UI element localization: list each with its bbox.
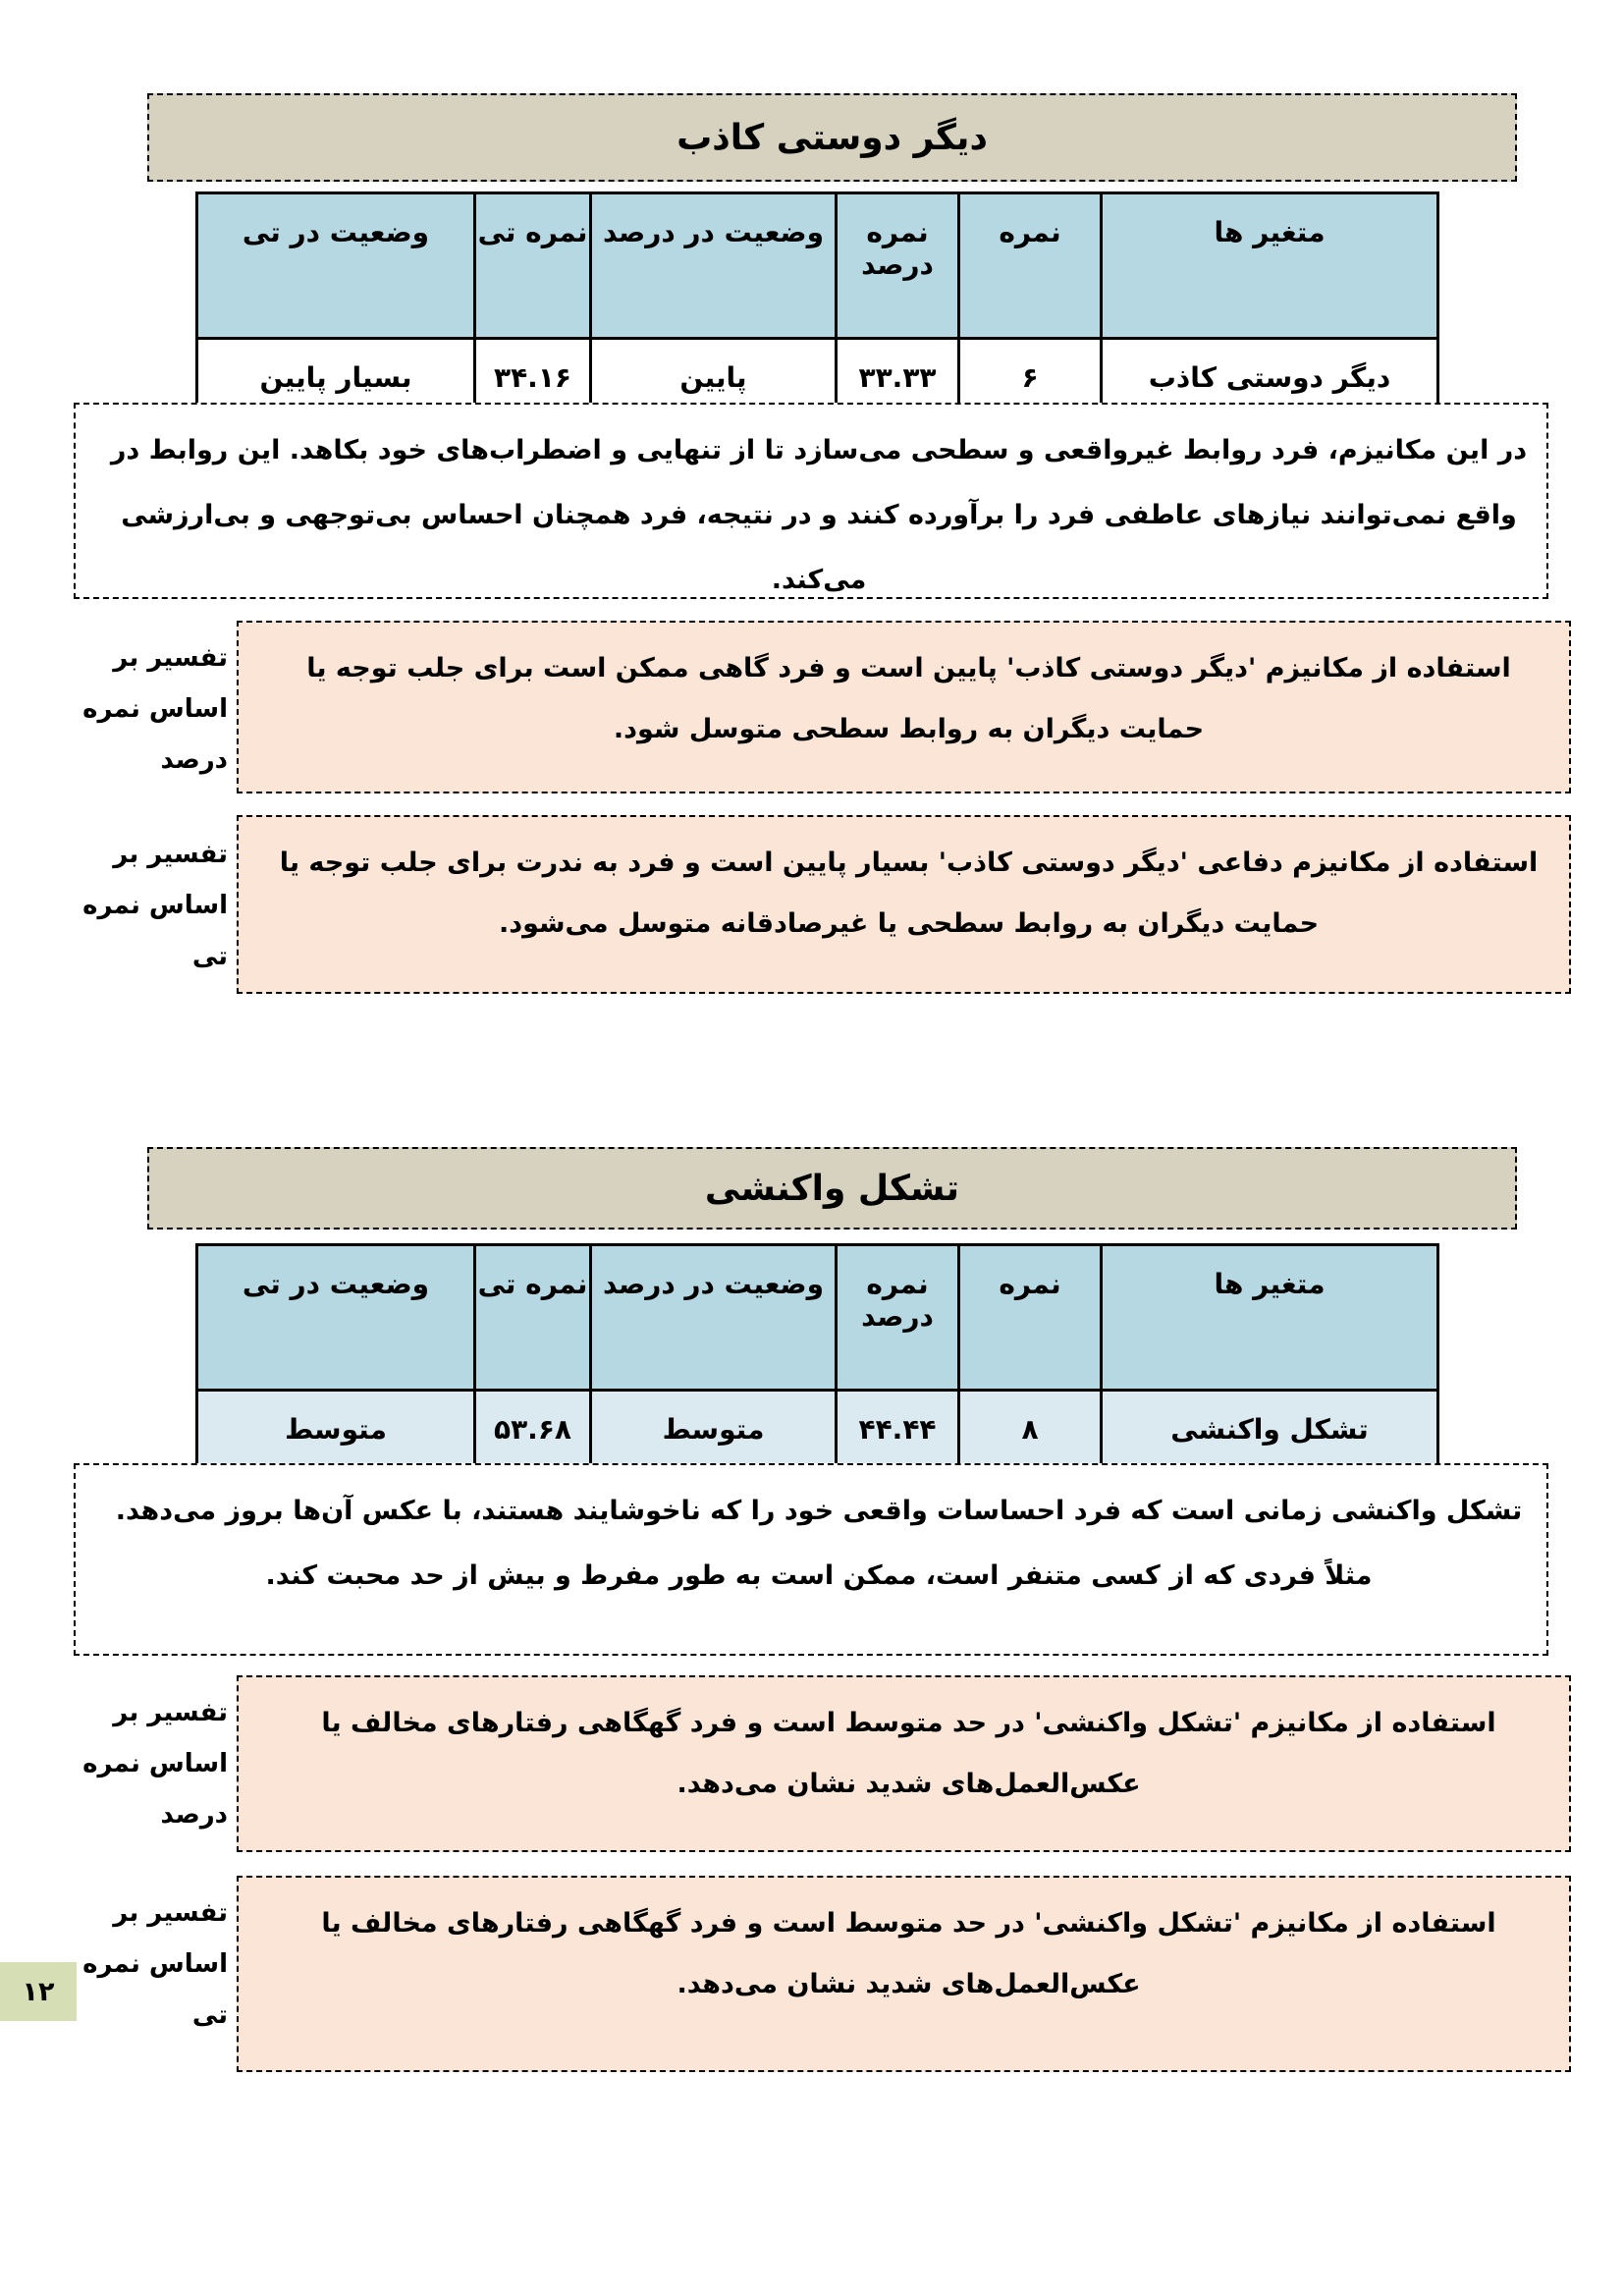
table-header-row [197,193,1438,339]
interpretation-text: استفاده از مکانیزم 'تشکل واکنشی' در حد متوسط است و فرد گهگاهی رفتارهای مخالف یا عکس‌العمل‌های شدید نشان می‌دهد. [321,1708,1496,1799]
col-header-percent-score: نمره درصد [837,1245,959,1391]
description-text: در این مکانیزم، فرد روابط غیرواقعی و سطحی می‌سازد تا از تنهایی و اضطراب‌های خود بکاهد. این روابط در واقع نمی‌توانند نیازهای عاطفی فرد را برآورده کنند و در نتیجه، فرد همچنان احساس بی‌توجهی و بی‌ارزشی می‌کند. [110,435,1528,595]
interpretation-percent-box [237,1675,1571,1852]
interpretation-text: استفاده از مکانیزم 'تشکل واکنشی' در حد متوسط است و فرد گهگاهی رفتارهای مخالف یا عکس‌العمل‌های شدید نشان می‌دهد. [321,1908,1496,1999]
col-header-variables: متغیر ها [1102,193,1438,339]
page-number: ۱۲ [22,1976,55,2007]
col-header-score: نمره [959,1245,1102,1391]
cell-score: ۶ [959,339,1102,417]
mechanism-description [74,1463,1548,1656]
col-header-percent-status: وضعیت در درصد [591,193,837,339]
interpretation-percent-box [237,621,1571,793]
cell-t-score: ۵۳.۶۸ [475,1391,591,1469]
mechanism-description [74,403,1548,599]
interpretation-label-percent: تفسیر بر اساس نمره درصد [82,1698,228,1830]
interpretation-label-t: تفسیر بر اساس نمره تی [82,840,228,971]
interpretation-label-percent: تفسیر بر اساس نمره درصد [82,643,228,775]
section-title-bar [147,1147,1517,1230]
description-text: تشکل واکنشی زمانی است که فرد احساسات واقعی خود را که ناخوشایند هستند، با عکس آن‌ها بروز می‌دهد. مثلاً فردی که از کسی متنفر است، ممکن است به طور مفرط و بیش از حد محبت کند. [115,1496,1523,1591]
section-title-bar [147,93,1517,182]
col-header-percent-score: نمره درصد [837,193,959,339]
col-header-percent-status: وضعیت در درصد [591,1245,837,1391]
table-row [197,1391,1438,1469]
col-header-t-score: نمره تی [475,1245,591,1391]
score-table [195,1243,1439,1470]
section-title: تشکل واکنشی [704,1168,960,1209]
interpretation-text: استفاده از مکانیزم 'دیگر دوستی کاذب' پایین است و فرد گاهی ممکن است برای جلب توجه یا حمایت دیگران به روابط سطحی متوسل شود. [306,653,1511,744]
interpretation-text: استفاده از مکانیزم دفاعی 'دیگر دوستی کاذب' بسیار پایین است و فرد به ندرت برای جلب توجه یا حمایت دیگران به روابط سطحی یا غیرصادقانه متوسل می‌شود. [279,847,1539,939]
interpretation-t-box [237,815,1571,994]
col-header-score: نمره [959,193,1102,339]
col-header-variables: متغیر ها [1102,1245,1438,1391]
col-header-t-status: وضعیت در تی [197,193,475,339]
cell-percent-status: پایین [591,339,837,417]
cell-variable: دیگر دوستی کاذب [1102,339,1438,417]
score-table [195,191,1439,418]
cell-variable: تشکل واکنشی [1102,1391,1438,1469]
cell-t-score: ۳۴.۱۶ [475,339,591,417]
interpretation-t-box [237,1876,1571,2072]
cell-percent-score: ۳۳.۳۳ [837,339,959,417]
col-header-t-score: نمره تی [475,193,591,339]
cell-percent-score: ۴۴.۴۴ [837,1391,959,1469]
section-title: دیگر دوستی کاذب [677,117,988,158]
cell-score: ۸ [959,1391,1102,1469]
interpretation-label-t: تفسیر بر اساس نمره تی [82,1898,228,2030]
col-header-t-status: وضعیت در تی [197,1245,475,1391]
table-header-row [197,1245,1438,1391]
page-number-badge [0,1962,77,2021]
cell-percent-status: متوسط [591,1391,837,1469]
cell-t-status: متوسط [197,1391,475,1469]
cell-t-status: بسیار پایین [197,339,475,417]
